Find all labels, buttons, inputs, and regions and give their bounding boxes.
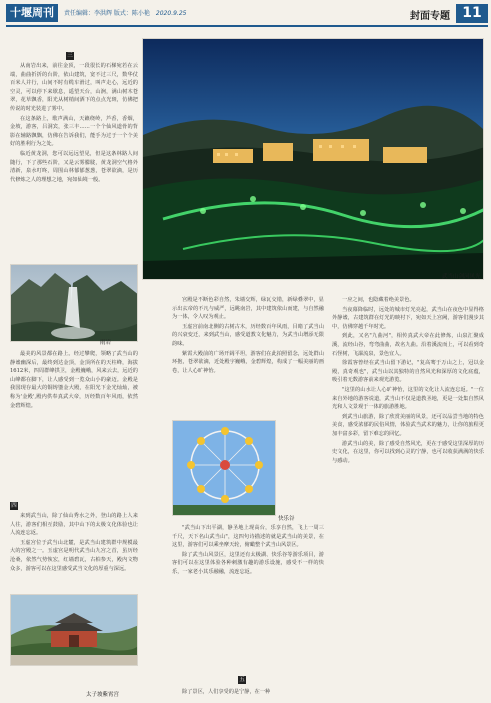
paragraph: 来到武当山，除了仙山秀水之外，登山的路上人来人往，游客们相互鼓励，其中山下的太极文化体验也让人流连忘返。 bbox=[10, 513, 138, 537]
paragraph: 除了景区，人们享受的是宁静，在一种 bbox=[182, 689, 271, 695]
paragraph: 一应之间，也隐藏着绝美景色。 bbox=[342, 297, 415, 303]
column-2-tail-text bbox=[172, 688, 324, 698]
column-1-bottom-text bbox=[10, 512, 138, 596]
waterfall-photo bbox=[10, 264, 138, 342]
column-2-top-text bbox=[172, 296, 324, 416]
paragraph: 除了武当山风景区，这里还有太极湖、快乐谷等游乐项目，游客们可以在这里体验各种刺激有趣的游乐设施，感受不一样的快乐，一家老小其乐融融，流连忘返。 bbox=[172, 551, 324, 575]
paragraph: 从南岩出来，前往金顶，一段很长的石梯宛若在云端，曲曲折折的台阶，依山建筑，宽不过三尺，数华仗百米人并行，山间不时有缆车滑过，叫声走心，远近的空灵，可以停下来歇息，遥望天台，山涧，满山树木苍翠，花草飘香，阳光从树梢间洒下的点点光斑，仿佛把传说的时光装进了雾中。 bbox=[10, 63, 138, 112]
page-header bbox=[6, 4, 488, 24]
column-2-bottom-text bbox=[172, 524, 324, 666]
page-number: 11 bbox=[456, 4, 488, 23]
issue-date: 2020.9.25 bbox=[155, 10, 187, 17]
paragraph: 当夜幕降临时，远处的城市灯光亮起，武当山在夜色中显得格外静谧，古建筑群在灯光的映衬下，宛如天上宫阙，游客们漫步其中，仿佛穿越千年时光。 bbox=[332, 306, 484, 330]
paragraph: 到此，又名"九曲河"，相传真武大帝在此修炼，山泉汇聚成溪，流经山谷，弯弯曲曲，故名九曲。沿着溪流而上，可以看到奇石怪树，飞瀑流泉，景色宜人。 bbox=[332, 333, 484, 357]
wudang-night-photo bbox=[142, 38, 484, 280]
pavilion-photo bbox=[10, 594, 138, 666]
section-marker-five: 五 bbox=[239, 677, 245, 683]
paragraph: 临近黄龙洞，您可以远远望见，但是这条林路人间随行，下了那些石阶，又是云雾朦胧，黄龙洞空气格外清新，泉水叮咚，周围山林郁郁葱葱，苍翠欲滴，是历代修炼之人的理想之地，宛如仙境一般。 bbox=[10, 150, 138, 183]
section-marker-four: 四 bbox=[11, 503, 17, 509]
night-view-caption: 武当山剑河风光 bbox=[442, 274, 481, 280]
header-rule bbox=[6, 25, 488, 27]
column-1-middle-text bbox=[10, 350, 138, 500]
paragraph: "这里的山水让人心旷神怡，这里的文化让人流连忘返。"一位来自外地的游客说道，武当山不仅是道教圣地，更是一处集自然风光和人文景观于一体的旅游胜地。 bbox=[332, 386, 484, 411]
ferris-wheel-illustration bbox=[173, 421, 276, 516]
pavilion-caption: 太子坡紫霄宫 bbox=[86, 692, 120, 698]
paragraph: 到武当山旅游，除了欣赏美丽的风景，还可以品尝当地的特色美食，感受浓郁的民俗风情，体验武当武术的魅力，让你的旅程更加丰富多彩，留下难忘的回忆。 bbox=[332, 413, 484, 437]
pavilion-illustration bbox=[11, 595, 138, 666]
paragraph: 玉虚宫位于武当山北麓，是武当山建筑群中规模最大的宫殿之一。玉虚宫是明代武当山九宫之首，虽历经沧桑，依然气势恢宏，红墙碧瓦，古柏参天，殿内文物众多，游客可以在这里感受武当文化的厚重与深远。 bbox=[10, 539, 138, 572]
night-view-illustration bbox=[143, 39, 484, 280]
ferris-wheel-photo bbox=[172, 420, 276, 516]
column-3-text bbox=[332, 296, 484, 688]
section-title: 封面专题 bbox=[410, 11, 450, 22]
publication-title: 十堰周刊 bbox=[6, 4, 58, 22]
paragraph: 游武当山的美，除了感受自然风光，更在于感受这里深厚的历史文化，在这里，你可以找到心灵的宁静，也可以收获满满的快乐与感动。 bbox=[332, 440, 484, 464]
paragraph: 最美的风景都在路上。经过攀爬，领略了武当山的静谧幽深后，最终到达金顶，金顶所在的天柱峰，海拔1612米，四周群峰拱卫，金殿巍峨，风来云去，远近的山峰都在脚下，让人感受到一览众山小的豪迈。金殿是我国现存最大的铜铸鎏金大殿，在阳光下金光灿灿，被称为'金殿',殿内供奉真武大帝，历经数百年风雨，依然金碧辉煌。 bbox=[10, 351, 138, 409]
waterfall-illustration bbox=[11, 265, 138, 342]
paragraph: 徐霞客曾经在武当山留下游记，"复高骞于万山之上，冠以金殿，真奇观也"，武当山以其独特的自然风光和深厚的文化底蕴，吸引着无数游客前来观光游览。 bbox=[332, 360, 484, 384]
paragraph: 宫殿是不断色彩自然，朱墙交辉，绿瓦交错，新绿叠翠中，显示出玄帝的不凡与威严，远眺南岩，其中建筑依山而建，与自然融为一体，令人叹为观止。 bbox=[172, 297, 324, 321]
waterfall-caption: 雨岩 bbox=[100, 340, 112, 346]
paragraph: 玉虚宫前南北侧的古树古木，历经数百年风雨，目睹了武当山的兴衰变迁，来到武当山，感受道教文化魅力，为武当山增添无限韵味。 bbox=[172, 323, 324, 347]
paragraph: "武当山下出平湖，静圣地上现高台，乐享自然，飞上一周三千尺，天下名山武当山"，这四句诗描述的就是武当山的美景，在这里，游客们可以乘坐摩天轮，俯瞰整个武当山风景区。 bbox=[172, 525, 324, 549]
editor-names: 责任编辑：李洪辉 版式：陈小艳 bbox=[64, 10, 150, 17]
section-marker-three: 三 bbox=[67, 53, 73, 59]
paragraph: 在这条路上，歌声满山，天籁绕岭，芦香，香烟，金坡，游客，吕洞宾，张三丰……一个个仙风道骨的背影在辅路飘飘，仿佛在告诉我们，能手为过于一个个美好的胜利行为之处。 bbox=[10, 115, 138, 148]
column-1-top-text bbox=[10, 62, 138, 260]
ferris-wheel-caption: 快乐谷 bbox=[278, 516, 295, 522]
paragraph: 紫霄大殿前的广场开阔平坦，游客们在此拍照留念，远处群山环抱，苍翠欲滴，近处殿宇巍峨，金碧辉煌，构成了一幅美丽的画卷，让人心旷神怡。 bbox=[172, 350, 324, 374]
editor-credits bbox=[64, 8, 186, 17]
